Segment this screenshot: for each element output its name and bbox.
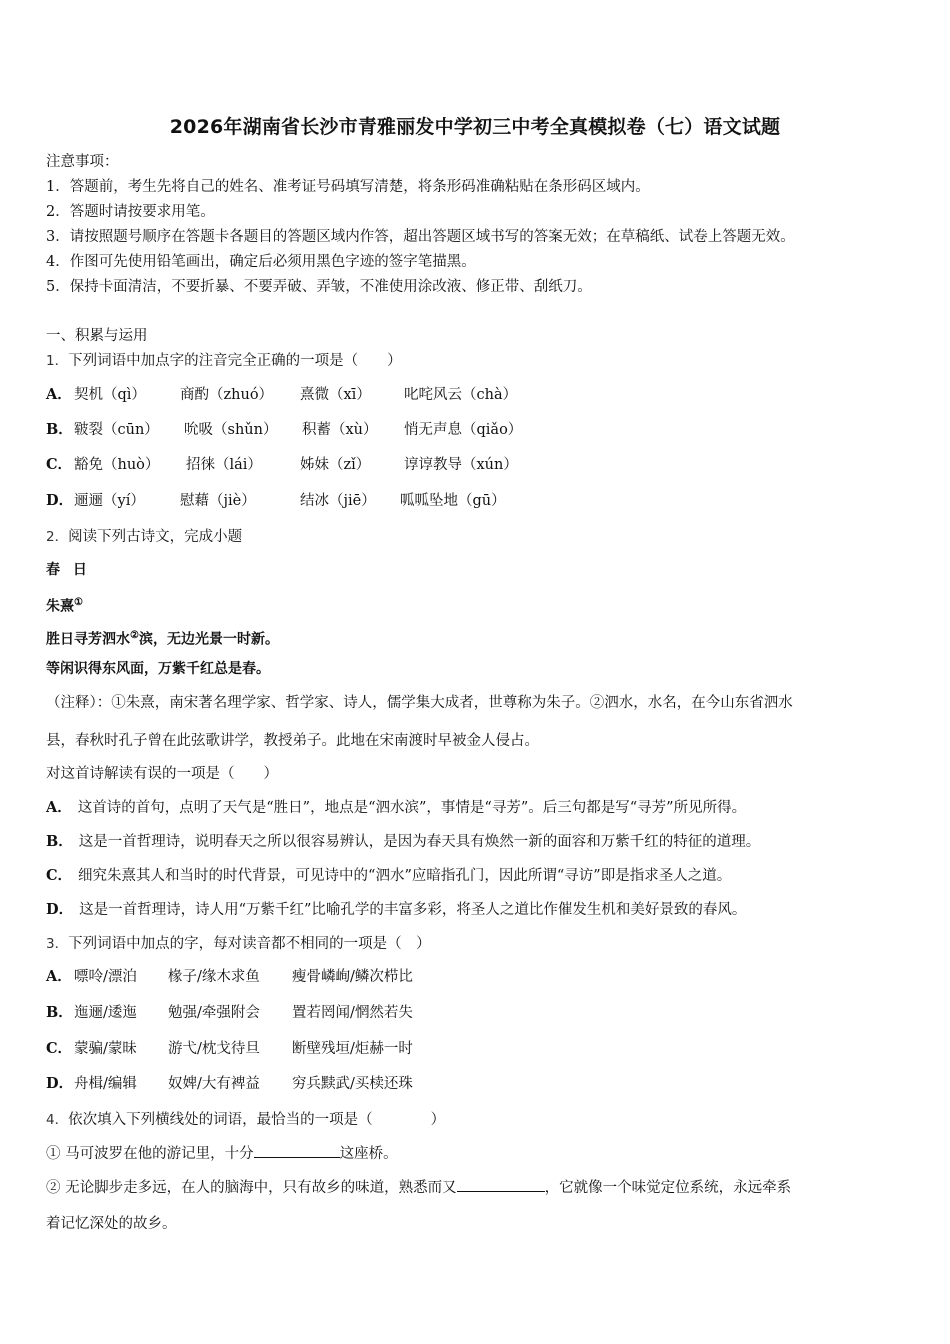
- option-item: 逦逦（yí）: [74, 493, 145, 509]
- question-text: 依次填入下列横线处的词语，最恰当的一项是（ ）: [68, 1112, 446, 1128]
- question-number: 4．: [46, 1112, 69, 1128]
- question-text: 下列词语中加点字的注音完全正确的一项是（ ）: [68, 353, 402, 369]
- footnote-marker: ②: [130, 630, 139, 641]
- option-item: 商酌（zhuó）: [180, 387, 274, 403]
- question-1-stem: [46, 351, 402, 371]
- option-label: B．: [46, 421, 73, 438]
- sentence-text: ② 无论脚步走多远，在人的脑海中，只有故乡的味道，熟悉而又: [46, 1180, 457, 1196]
- option-item: 椽子/缘木求鱼: [168, 969, 260, 985]
- question-2-stem: [46, 527, 242, 547]
- question-number: 2．: [46, 529, 69, 545]
- question-text: 下列词语中加点的字，每对读音都不相同的一项是（ ）: [68, 936, 431, 952]
- option-item: 瘦骨嶙峋/鳞次栉比: [292, 969, 413, 985]
- option-item: 呱呱坠地（gū）: [400, 493, 506, 509]
- option-item: 蒙骗/蒙昧: [74, 1041, 137, 1057]
- notice-item: 2．答题时请按要求用笔。: [46, 204, 215, 220]
- option-item: 悄无声息（qiǎo）: [404, 422, 523, 438]
- option-item: 皲裂（cūn）: [74, 422, 159, 438]
- fill-blank[interactable]: [254, 1143, 340, 1158]
- option-label: B．: [46, 1004, 73, 1021]
- option-item: 游弋/枕戈待旦: [168, 1041, 260, 1057]
- poem-line-2: 等闲识得东风面，万紫千红总是春。: [46, 661, 270, 677]
- option-item: 积蓄（xù）: [302, 422, 378, 438]
- poem-line-1: [46, 626, 279, 650]
- question-2-option-c[interactable]: [46, 866, 731, 886]
- option-item: 豁免（huò）: [74, 457, 160, 473]
- sentence-text: 这座桥。: [339, 1146, 398, 1162]
- option-item: 嘌呤/漂泊: [74, 969, 137, 985]
- question-number: 1．: [46, 353, 69, 369]
- option-label: A．: [46, 386, 72, 403]
- poem-text: 滨，无边光景一时新。: [138, 631, 279, 648]
- option-item: 穷兵黩武/买椟还珠: [292, 1076, 413, 1092]
- sentence-text: ① 马可波罗在他的游记里，十分: [46, 1146, 254, 1162]
- option-text: 这是一首哲理诗，诗人用“万紫千红”比喻孔学的丰富多彩，将圣人之道比作催发生机和美好景致的春风。: [79, 902, 747, 918]
- notice-item: 1．答题前，考生先将自己的姓名、准考证号码填写清楚，将条形码准确粘贴在条形码区域内。: [46, 179, 650, 195]
- option-label: C．: [46, 456, 73, 473]
- poem-text: 胜日寻芳泗水: [46, 631, 130, 648]
- sentence-text: ，它就像一个味觉定位系统，永远牵系: [544, 1180, 792, 1196]
- option-item: 吮吸（shǔn）: [184, 422, 278, 438]
- fill-sentence-1: [46, 1143, 398, 1164]
- question-number: 3．: [46, 936, 69, 952]
- option-item: 勉强/牵强附会: [168, 1005, 260, 1021]
- section-heading: 一、积累与运用: [46, 328, 148, 344]
- option-text: 这是一首哲理诗，说明春天之所以很容易辨认，是因为春天具有焕然一新的面容和万紫千红的特征的道理。: [78, 834, 761, 850]
- option-item: 熹微（xī）: [300, 387, 371, 403]
- notice-item: 4．作图可先使用铅笔画出，确定后必须用黑色字迹的签字笔描黑。: [46, 254, 476, 270]
- question-4-stem: [46, 1110, 445, 1130]
- option-label: C．: [46, 867, 73, 884]
- option-label: B．: [46, 833, 73, 850]
- option-item: 舟楫/编辑: [74, 1076, 137, 1092]
- option-label: D．: [46, 492, 74, 509]
- option-text: 细究朱熹其人和当时的时代背景，可见诗中的“泗水”应暗指孔门，因此所谓“寻访”即是指求圣人之道。: [78, 868, 732, 884]
- question-2-sub-stem: 对这首诗解读有误的一项是（ ）: [46, 766, 278, 782]
- option-text: 这首诗的首句，点明了天气是“胜日”，地点是“泗水滨”，事情是“寻芳”。后三句都是写“寻芳”所见所得。: [77, 800, 747, 816]
- question-2-option-d[interactable]: [46, 900, 746, 920]
- notice-item: 3．请按照题号顺序在答题卡各题目的答题区域内作答，超出答题区域书写的答案无效；在草稿纸、试卷上答题无效。: [46, 229, 795, 245]
- option-item: 断壁残垣/炬赫一时: [292, 1041, 413, 1057]
- option-label: A．: [46, 799, 72, 816]
- question-2-option-a[interactable]: [46, 798, 746, 818]
- option-label: A．: [46, 968, 72, 985]
- question-2-option-b[interactable]: [46, 832, 760, 852]
- poem-author-name: 朱熹: [46, 598, 74, 615]
- option-item: 姊妹（zǐ）: [300, 457, 371, 473]
- annotation-line: （注释）：①朱熹，南宋著名理学家、哲学家、诗人，儒学集大成者，世尊称为朱子。②泗水，水名，在今山东省泗水: [46, 695, 793, 711]
- question-3-stem: [46, 934, 431, 954]
- option-item: 招徕（lái）: [186, 457, 262, 473]
- poem-author: [46, 593, 83, 617]
- option-item: 置若罔闻/惘然若失: [292, 1005, 413, 1021]
- option-item: 迤逦/逶迤: [74, 1005, 137, 1021]
- annotation-line: 县，春秋时孔子曾在此弦歌讲学，教授弟子。此地在宋南渡时早被金人侵占。: [46, 733, 539, 749]
- option-item: 叱咤风云（chà）: [404, 387, 518, 403]
- option-label: C．: [46, 1040, 73, 1057]
- exam-title: 2026年湖南省长沙市青雅丽发中学初三中考全真模拟卷（七）语文试题: [169, 116, 781, 138]
- poem-title: 春 日: [46, 562, 91, 578]
- notice-item: 5．保持卡面清洁，不要折暴、不要弄破、弄皱，不准使用涂改液、修正带、刮纸刀。: [46, 279, 592, 295]
- option-item: 奴婢/大有裨益: [168, 1076, 260, 1092]
- option-item: 慰藉（jiè）: [180, 493, 256, 509]
- fill-sentence-2-cont: 着记忆深处的故乡。: [46, 1216, 177, 1232]
- option-label: D．: [46, 901, 74, 918]
- option-item: 结冰（jiē）: [300, 493, 376, 509]
- footnote-marker: ①: [74, 597, 83, 608]
- fill-blank[interactable]: [457, 1177, 545, 1192]
- option-item: 契机（qì）: [74, 387, 146, 403]
- option-label: D．: [46, 1075, 74, 1092]
- question-text: 阅读下列古诗文，完成小题: [68, 529, 243, 545]
- option-item: 谆谆教导（xún）: [404, 457, 518, 473]
- fill-sentence-2: [46, 1177, 791, 1198]
- notice-heading: 注意事项：: [46, 154, 119, 170]
